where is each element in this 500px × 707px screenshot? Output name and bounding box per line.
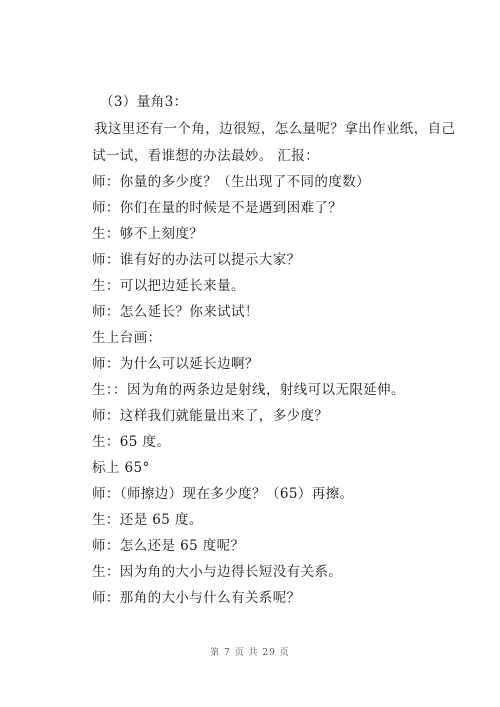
dialogue-line: 师：那角的大小与什么有关系呢？	[92, 590, 301, 606]
dialogue-line: 师：怎么还是 65 度呢？	[92, 538, 245, 554]
dialogue-line: 生：还是 65 度。	[92, 512, 203, 528]
dialogue-line: 生：65 度。	[92, 434, 171, 450]
paragraph-line: 试一试，看谁想的办法最妙。 汇报：	[92, 148, 320, 164]
dialogue-line: 生：可以把边延长来量。	[92, 278, 245, 294]
dialogue-line: 生：：因为角的两条边是射线，射线可以无限延伸。	[92, 382, 405, 398]
dialogue-line: 师：谁有好的办法可以提示大家？	[92, 252, 301, 268]
page-number: 第 7 页 共 29 页	[210, 648, 290, 658]
dialogue-line: 标上 65°	[92, 460, 150, 476]
dialogue-line: 师：（师擦边）现在多少度？（65）再擦。	[92, 486, 354, 502]
dialogue-line: 师：这样我们就能量出来了，多少度？	[92, 408, 329, 424]
dialogue-line: 师：为什么可以延长边啊？	[92, 356, 259, 372]
dialogue-line: 生：够不上刻度？	[92, 226, 204, 242]
paragraph-line: 我这里还有一个角，边很短，怎么量呢？拿出作业纸，自己	[94, 121, 456, 137]
dialogue-line: 生上台画：	[92, 330, 162, 346]
section-heading: （3）量角3：	[100, 94, 188, 110]
dialogue-line: 师：怎么延长？你来试试！	[92, 304, 259, 320]
dialogue-line: 师：你量的多少度？（生出现了不同的度数）	[92, 174, 370, 190]
dialogue-line: 生：因为角的大小与边得长短没有关系。	[92, 564, 343, 580]
dialogue-line: 师：你们在量的时候是不是遇到困难了？	[92, 200, 343, 216]
